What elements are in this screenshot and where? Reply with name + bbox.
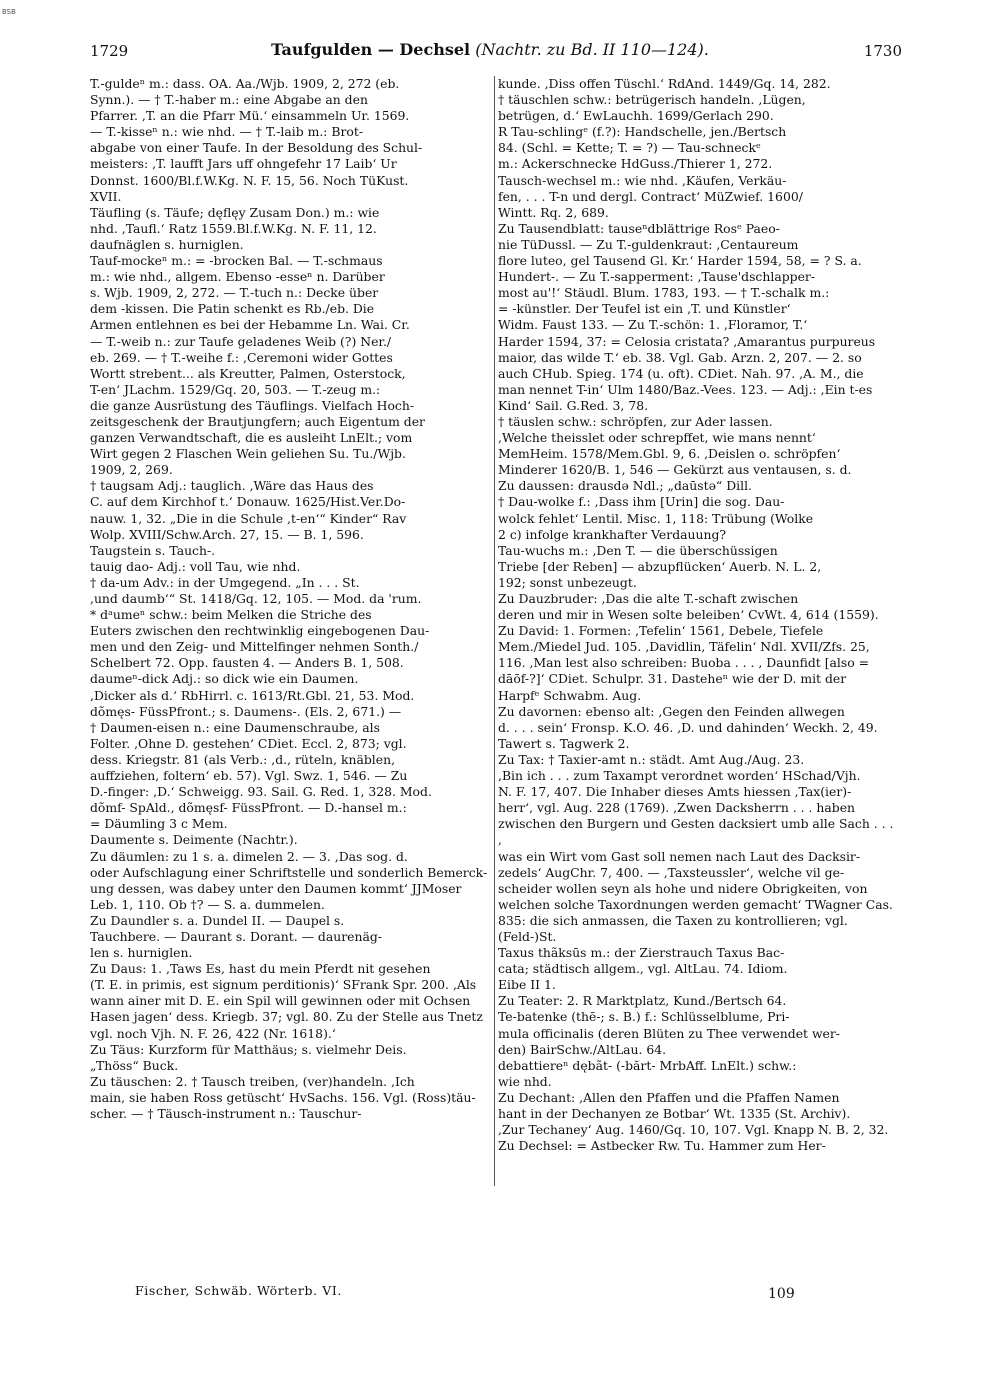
text-line: — T.-kisseⁿ n.: wie nhd. — † T.-laib m.: Brot- [90,124,364,140]
text-line: meisters: ,T. laufft Jars uff ohngefehr 17 Laib‘ Ur [90,156,397,172]
text-line: 1909, 2, 269. [90,462,173,478]
text-line: Zu davornen: ebenso alt: ,Gegen den Feinden allwegen [498,703,845,719]
text-line: den) BairSchw./AltLau. 64. [498,1041,667,1057]
footer-sheet-number: 109 [768,1286,795,1302]
text-line: T.-guldeⁿ m.: dass. OA. Aa./Wjb. 1909, 2, 272 (eb. [90,76,400,91]
text-line: Minderer 1620/B. 1, 546 — Gekürzt aus ventausen, s. d. [498,462,852,478]
text-line: dess. Kriegstr. 81 (als Verb.: ,d., rüteln, knäblen, [90,751,396,767]
text-line: Wirt gegen 2 Flaschen Wein geliehen Su. Tu./Wjb. [90,446,406,462]
text-line: betrügen, d.‘ EwLauchh. 1699/Gerlach 290. [498,108,774,124]
text-line: Tauchbere. — Daurant s. Dorant. — daurenäg- [90,928,382,944]
text-line: zeitsgeschenk der Brautjungfern; auch Eigentum der [90,413,425,429]
text-line: Zu däumlen: zu 1 s. a. dimelen 2. — 3. ,Das sog. d. [90,848,408,864]
text-line: m.: Ackerschnecke HdGuss./Thierer 1, 272. [498,156,773,172]
text-line: Zu Daus: 1. ,Taws Es, hast du mein Pferdt nit gesehen [90,961,431,977]
text-line: eb. 269. — † T.-weihe f.: ,Ceremoni wider Gottes [90,349,393,365]
text-line: — T.-weib n.: zur Taufe geladenes Weib (?) Ner./ [90,333,392,349]
library-stamp: BSB [2,8,16,16]
text-line: XVII. [90,188,122,204]
text-line: ,Bin ich . . . zum Taxampt verordnet worden‘ HSchad/Vjh. [498,768,861,784]
text-line: Hasen jagen‘ dess. Kriegb. 37; vgl. 80. Zu der Stelle aus Tnetz [90,1009,483,1025]
text-line: wolck fehlet‘ Lentil. Misc. 1, 118: Trübung (Wolke [498,510,814,526]
text-line: Zu daussen: drausdə Ndl.; „daūstə“ Dill. [498,478,752,494]
text-line: auch CHub. Spieg. 174 (u. oft). CDiet. Nah. 97. ,A. M., die [498,365,864,381]
text-line: Taxus thãksūs m.: der Zierstrauch Taxus Bac- [498,945,785,961]
text-line: Zu Dechant: ,Allen den Pfaffen und die Pfaffen Namen [498,1089,840,1105]
text-line: † täuschlen schw.: betrügerisch handeln. ,Lügen, [498,92,806,108]
text-line: Zu Tausendblatt: tauseⁿdblättrige Rosᵉ Paeo- [498,220,780,236]
text-line: Zu täuschen: 2. † Tausch treiben, (ver)handeln. ,Ich [90,1073,415,1089]
text-line: Armen entlehnen es bei der Hebamme Ln. Wai. Cr. [90,317,410,333]
text-line: R Tau-schlingᵉ (f.?): Handschelle, jen./Bertsch [498,124,787,140]
text-line: Täufling (s. Täufe; dęflęy Zusam Don.) m.: wie [90,204,380,220]
text-line: scheider wollen seyn als hohe und nidere Obrigkeiten, von [498,880,868,896]
text-line: oder Aufschlagung einer Schriftstelle und sonderlich Bemerck- [90,864,488,880]
text-line: m.: wie nhd., allgem. Ebenso -esseⁿ n. Darüber [90,269,385,285]
text-line: Taugstein s. Tauch-. [90,542,216,558]
column-divider [494,76,495,1186]
page-number-right: 1730 [863,42,902,60]
text-line: * dᵃumeⁿ schw.: beim Melken die Striche des [90,607,372,623]
text-line: D.-finger: ,D.‘ Schweigg. 93. Sail. G. Red. 1, 328. Mod. [90,784,432,800]
text-line: welchen solche Taxordnungen werden gemacht‘ TWagner Cas. [498,896,893,912]
text-line: daufnäglen s. hurniglen. [90,236,244,252]
text-line: debattiereⁿ dębãt- (-bărt- MrbAff. LnElt.) schw.: [498,1057,797,1073]
text-line: vgl. noch Vjh. N. F. 26, 422 (Nr. 1618).‘ [90,1025,336,1041]
text-line: was ein Wirt vom Gast soll nemen nach Laut des Dacksir- [498,848,861,864]
text-line: † da-um Adv.: in der Umgegend. „In . . . St. [90,574,360,590]
text-line: tauig dao- Adj.: voll Tau, wie nhd. [90,558,301,574]
text-line: Daumente s. Deimente (Nachtr.). [90,832,298,848]
text-line: ,Zur Techaney‘ Aug. 1460/Gq. 10, 107. Vgl. Knapp N. B. 2, 32. [498,1122,889,1138]
text-line: Zu Täus: Kurzform für Matthäus; s. vielmehr Deis. [90,1041,407,1057]
text-line: Zu Daundler s. a. Dundel II. — Daupel s. [90,912,345,928]
text-line: Tawert s. Tagwerk 2. [498,735,630,751]
text-line: maior, das wilde T.‘ eb. 38. Vgl. Gab. Arzn. 2, 207. — 2. so [498,349,862,365]
text-line: Wolp. XVIII/Schw.Arch. 27, 15. — B. 1, 596. [90,526,364,542]
text-line: hant in der Dechanyen ze Botbar‘ Wt. 1335 (St. Archiv). [498,1106,851,1121]
running-head [260,40,720,59]
text-line: mula officinalis (deren Blüten zu Thee verwendet wer- [498,1025,840,1041]
text-line: Synn.). — † T.-haber m.: eine Abgabe an den [90,92,368,108]
text-line: = -künstler. Der Teufel ist ein ,T. und Künstler‘ [498,301,791,317]
text-line: die ganze Ausrüstung des Täuflings. Vielfach Hoch- [90,397,415,413]
text-line: Eibe II 1. [498,977,556,993]
text-line: 192; sonst unbezeugt. [498,574,637,590]
text-line: man nennet T-in‘ Ulm 1480/Baz.-Vees. 123. — Adj.: ,Ein t-es [498,381,873,397]
text-line: main, sie haben Ross getüscht‘ HvSachs. 156. Vgl. (Ross)täu- [90,1089,476,1105]
text-line: zedels‘ AugChr. 7, 400. — ,Taxsteussler‘, welche vil ge- [498,864,845,880]
text-line: N. F. 17, 407. Die Inhaber dieses Amts hiessen ,Tax(ier)- [498,784,852,800]
text-line: Te-batenke (thē-; s. B.) f.: Schlüsselblume, Pri- [498,1009,790,1025]
text-line: kunde. ,Diss offen Tüschl.‘ RdAnd. 1449/Gq. 14, 282. [498,76,831,91]
text-line: ,Welche theisslet oder schrepffet, wie mans nennt‘ [498,430,816,446]
text-line: Wintt. Rq. 2, 689. [498,204,609,220]
text-line: ,und daumb‘“ St. 1418/Gq. 12, 105. — Mod. da 'rum. [90,591,422,606]
text-line: Wortt strebent... als Kreutter, Palmen, Osterstock, [90,365,406,381]
text-line: Widm. Faust 133. — Zu T.-schön: 1. ,Floramor, T.‘ [498,317,808,333]
text-line: scher. — † Täusch-instrument n.: Tauschur- [90,1106,362,1121]
text-line: dāōf-?]‘ CDiet. Schulpr. 31. Dasteheⁿ wie der D. mit der [498,671,847,687]
text-line: dõmf- SpAld., dõmęsf- FüssPfront. — D.-hansel m.: [90,800,407,816]
text-line: wie nhd. [498,1073,552,1089]
text-line: deren und mir in Wesen solte beleiben‘ CvWt. 4, 614 (1559). [498,607,879,623]
text-line: † Daumen-eisen n.: eine Daumenschraube, als [90,719,380,735]
text-line: flore luteo, gel Tausend Gl. Kr.‘ Harder 1594, 58, = ? S. a. [498,253,862,269]
page-number-left: 1729 [90,42,129,60]
text-line: Kind‘ Sail. G.Red. 3, 78. [498,397,649,413]
text-line: Euters zwischen den rechtwinklig eingebogenen Dau- [90,623,430,639]
text-line: dem -kissen. Die Patin schenkt es Rb./eb. Die [90,301,375,317]
text-line: Harder 1594, 37: = Celosia cristata? ,Amarantus purpureus [498,333,876,349]
text-line: † taugsam Adj.: tauglich. ,Wäre das Haus des [90,478,374,494]
text-line: d. . . . sein‘ Fronsp. K.O. 46. ,D. und dahinden‘ Weckh. 2, 49. [498,719,878,735]
text-line: s. Wjb. 1909, 2, 272. — T.-tuch n.: Decke über [90,285,379,301]
text-line: „Thöss“ Buck. [90,1057,179,1073]
left-column [90,76,488,1122]
text-line: herr‘, vgl. Aug. 228 (1769). ,Zwen Dacksherrn . . . haben [498,800,856,816]
text-line: T-en‘ JLachm. 1529/Gq. 20, 503. — T.-zeug m.: [90,381,381,397]
text-line: Harpfᵉ Schwabm. Aug. [498,687,642,703]
text-line: Triebe [der Reben] — abzupflücken‘ Auerb. N. L. 2, [498,558,822,574]
text-line: 84. (Schl. = Kette; T. = ?) — Tau-schneckᵉ [498,140,761,156]
text-line: 2 c) infolge krankhafter Verdauung? [498,526,727,542]
text-line: Zu Tax: † Taxier-amt n.: städt. Amt Aug./Aug. 23. [498,751,805,767]
text-line: (T. E. in primis, est signum perditionis)‘ SFrank Spr. 200. ,Als [90,977,477,993]
text-line: ,Dicker als d.‘ RbHirrl. c. 1613/Rt.Gbl. 21, 53. Mod. [90,687,415,703]
text-line: Pfarrer. ,T. an die Pfarr Mü.‘ einsammeln Ur. 1569. [90,108,410,124]
running-head-note: (Nachtr. zu Bd. II 110—124). [475,40,709,59]
text-line: Zu Dauzbruder: ,Das die alte T.-schaft zwischen [498,591,799,606]
text-line: † täuslen schw.: schröpfen, zur Ader lassen. [498,413,773,429]
text-line: len s. hurniglen. [90,945,193,961]
running-head-title: Taufgulden — Dechsel [271,40,471,59]
text-line: wann ainer mit D. E. ein Spil will gewinnen oder mit Ochsen [90,993,471,1009]
text-line: zwischen den Burgern und Gesten dacksiert umb alle Sach . . . , [498,816,894,848]
text-line: C. auf dem Kirchhof t.‘ Donauw. 1625/Hist.Ver.Do- [90,494,406,510]
text-line: 835: die sich anmassen, die Taxen zu kontrollieren; vgl. (Feld-)St. [498,912,848,944]
text-line: ung dessen, was dabey unter den Daumen kommt‘ JJMoser [90,880,462,896]
text-line: abgabe von einer Taufe. In der Besoldung des Schul- [90,140,423,156]
text-line: Tauf-mockeⁿ m.: = -brocken Bal. — T.-schmaus [90,253,383,269]
text-line: Zu David: 1. Formen: ,Tefelin‘ 1561, Debele, Tiefele [498,623,824,639]
text-line: cata; städtisch allgem., vgl. AltLau. 74. Idiom. [498,961,788,977]
text-line: Schelbert 72. Opp. fausten 4. — Anders B. 1, 508. [90,655,404,671]
text-line: nie TüDussl. — Zu T.-guldenkraut: ,Centaureum [498,236,799,252]
text-line: nhd. ,Taufl.‘ Ratz 1559.Bl.f.W.Kg. N. F. 11, 12. [90,220,377,236]
text-line: Mem./Miedel Jud. 105. ,Davidlin, Täfelin‘ Ndl. XVII/Zfs. 25, [498,639,870,655]
text-line: Zu Dechsel: = Astbecker Rw. Tu. Hammer zum Her- [498,1138,826,1154]
text-line: most au'!‘ Stäudl. Blum. 1783, 193. — † T.-schalk m.: [498,285,830,301]
text-line: Tau-wuchs m.: ,Den T. — die überschüssigen [498,542,778,558]
text-line: Donnst. 1600/Bl.f.W.Kg. N. F. 15, 56. Noch TüKust. [90,172,409,188]
text-line: dõmęs- FüssPfront.; s. Daumens-. (Els. 2, 671.) — [90,703,402,719]
text-line: Folter. ,Ohne D. gestehen‘ CDiet. Eccl. 2, 873; vgl. [90,735,407,751]
right-column [498,76,896,1154]
text-line: Zu Teater: 2. R Marktplatz, Kund./Bertsch 64. [498,993,787,1009]
text-line: † Dau-wolke f.: ,Dass ihm [Urin] die sog. Dau- [498,494,785,510]
text-line: auffziehen, foltern‘ eb. 57). Vgl. Swz. 1, 546. — Zu [90,768,408,784]
text-line: ganzen Verwandtschaft, die es ausleiht LnElt.; vom [90,430,413,446]
text-line: nauw. 1, 32. „Die in die Schule ,t-en‘“ Kinder“ Rav [90,510,407,526]
text-line: daumeⁿ-dick Adj.: so dick wie ein Daumen. [90,671,359,687]
text-line: 116. ,Man lest also schreiben: Buoba . . . , Daunfidt [also = [498,655,870,671]
text-line: Leb. 1, 110. Ob †? — S. a. dummelen. [90,896,325,912]
text-line: fen, . . . T-n und dergl. Contract‘ MüZwief. 1600/ [498,188,803,204]
footer-signature: Fischer, Schwäb. Wörterb. VI. [135,1283,342,1298]
text-line: MemHeim. 1578/Mem.Gbl. 9, 6. ,Deislen o. schröpfen‘ [498,446,841,462]
text-line: = Däumling 3 c Mem. [90,816,228,832]
text-line: men und den Zeig- und Mittelfinger nehmen Sonth./ [90,639,419,655]
text-line: Tausch-wechsel m.: wie nhd. ,Käufen, Verkäu- [498,172,787,188]
text-line: Hundert-. — Zu T.-sapperment: ,Tause'dschlapper- [498,269,816,285]
